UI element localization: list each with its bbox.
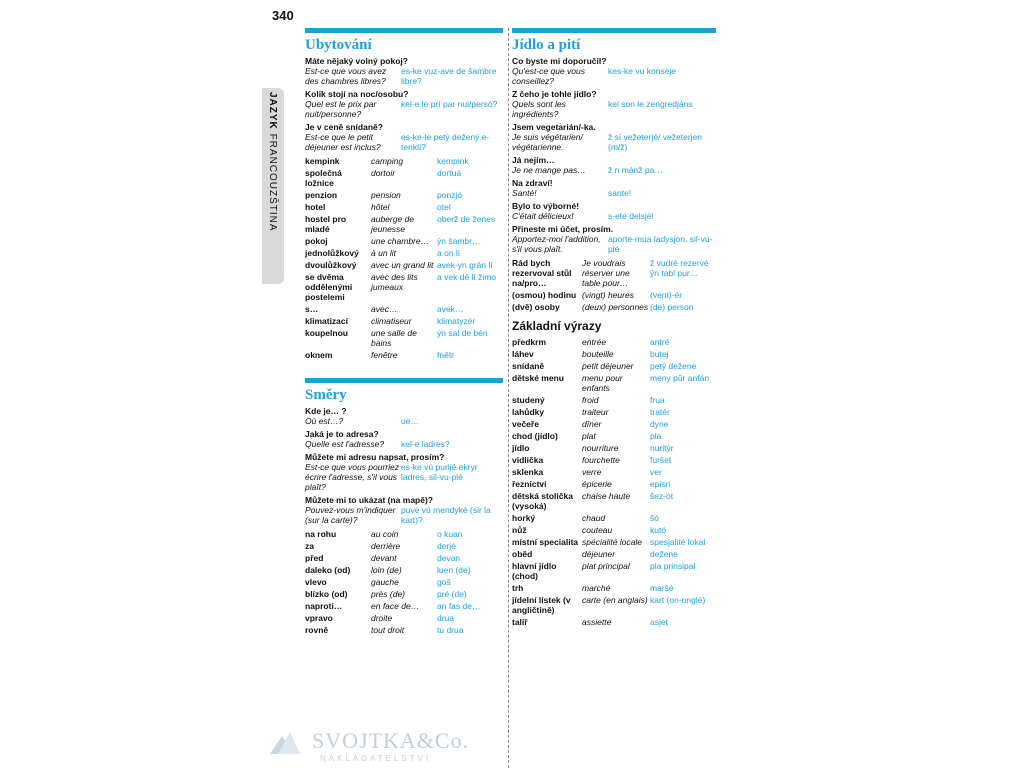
vocab-cz: oběd xyxy=(512,549,533,559)
vocab-cz: jídelní lístek (v angličtině) xyxy=(512,595,571,615)
vocab-row xyxy=(512,536,709,548)
vocab-cz: hotel xyxy=(305,202,326,212)
vocab-cz: lahůdky xyxy=(512,407,545,417)
vocab-pr: derjé xyxy=(437,541,456,551)
vocab-row xyxy=(305,271,496,303)
vocab-cz: vidlička xyxy=(512,455,544,465)
vocab-pr: dyne xyxy=(650,419,669,429)
vocab-fr: déjeuner xyxy=(582,549,616,559)
vocab-cz: láhev xyxy=(512,349,534,359)
phrase-item xyxy=(512,89,716,119)
phrase-item xyxy=(305,122,503,152)
phrase-french: Quel est le prix par nuit/personne? xyxy=(305,99,377,119)
phrase-pronunciation: es-ke vú purijé ekryr ladres, sil-vu-plé xyxy=(401,462,478,482)
vocab-row xyxy=(305,600,480,612)
vocab-fr: traiteur xyxy=(582,407,609,417)
vocab-cz: s… xyxy=(305,304,319,314)
vocab-row xyxy=(305,259,496,271)
vocab-fr: climatiseur xyxy=(371,316,412,326)
vocab-fr: loin (de) xyxy=(371,565,402,575)
vocab-row xyxy=(305,213,496,235)
phrase-french: Quelle est l'adresse? xyxy=(305,439,385,449)
accommodation-vocab xyxy=(305,155,496,361)
vocab-fr: assiette xyxy=(582,617,612,627)
phrase-question: Můžete mi adresu napsat, prosím? xyxy=(305,452,445,462)
vocab-row xyxy=(305,528,480,540)
logo-name: SVOJTKA&Co. xyxy=(312,728,470,753)
vocab-pr: asjet xyxy=(650,617,668,627)
vocab-cz: naproti… xyxy=(305,601,343,611)
directions-vocab xyxy=(305,528,480,636)
vocab-cz: před xyxy=(305,553,324,563)
vocab-fr: menu pour enfants xyxy=(582,373,623,393)
vocab-row xyxy=(512,560,709,582)
vocab-fr: pension xyxy=(371,190,401,200)
phrase-item xyxy=(512,155,716,175)
vocab-row xyxy=(305,235,496,247)
vocab-fr: avec… xyxy=(371,304,398,314)
phrase-french: Quels sont les ingrédients? xyxy=(512,99,566,119)
vocab-fr: hôtel xyxy=(371,202,390,212)
vocab-row xyxy=(512,512,709,524)
vocab-pr: frua xyxy=(650,395,665,405)
vocab-row xyxy=(305,315,496,327)
vocab-row xyxy=(305,247,496,259)
vocab-fr: (vingt) heures xyxy=(582,290,634,300)
phrase-item xyxy=(512,178,716,198)
vocab-row xyxy=(512,442,709,454)
phrase-question: Kde je… ? xyxy=(305,406,347,416)
vocab-fr: plat principal xyxy=(582,561,630,571)
vocab-cz: chod (jídlo) xyxy=(512,431,558,441)
vocab-fr: épicerie xyxy=(582,479,612,489)
phrase-question: Já nejím… xyxy=(512,155,555,165)
vocab-cz: Rád bych rezervoval stůl na/pro… xyxy=(512,258,572,288)
vocab-pr: drua xyxy=(437,613,455,623)
vocab-cz: klimatizací xyxy=(305,316,348,326)
section-bar xyxy=(305,28,503,33)
phrase-item xyxy=(305,429,503,449)
vocab-fr: couteau xyxy=(582,525,613,535)
vocab-pr: kempink xyxy=(437,156,469,166)
vocab-cz: dětské menu xyxy=(512,373,564,383)
vocab-fr: (deux) personnes xyxy=(582,302,649,312)
vocab-pr: otel xyxy=(437,202,451,212)
vocab-fr: avec un grand lit xyxy=(371,260,434,270)
vocab-fr: petit déjeuner xyxy=(582,361,634,371)
vocab-fr: près (de) xyxy=(371,589,406,599)
vocab-fr: droite xyxy=(371,613,393,623)
phrase-pronunciation: sante! xyxy=(608,188,632,198)
phrase-french: Où est…? xyxy=(305,416,344,426)
vocab-cz: společná ložnice xyxy=(305,168,342,188)
vocab-fr: une chambre… xyxy=(371,236,430,246)
phrase-french: Je suis végétarien/ végétarienne. xyxy=(512,132,583,152)
phrase-pronunciation: kes-ke vu konseje xyxy=(608,66,677,76)
phrase-item xyxy=(305,495,503,525)
phrase-pronunciation: ž sí vežeterjé/ vežeterjen (m/ž) xyxy=(608,132,703,152)
vocab-pr: o kuan xyxy=(437,529,463,539)
vocab-fr: chaud xyxy=(582,513,606,523)
phrase-question: Je v ceně snídaně? xyxy=(305,122,383,132)
vocab-row xyxy=(512,360,709,372)
vocab-pr: dortuá xyxy=(437,168,462,178)
phrase-pronunciation: kel-e le prí par nui/persó? xyxy=(401,99,498,109)
vocab-fr: dîner xyxy=(582,419,602,429)
phrase-question: Přineste mi účet, prosím. xyxy=(512,224,614,234)
vocab-fr: devant xyxy=(371,553,397,563)
vocab-pr: fnětr xyxy=(437,350,455,360)
phrase-pronunciation: es-ke-le petý dežený e-tenklí? xyxy=(401,132,490,152)
phrase-item xyxy=(305,452,503,492)
vocab-cz: blízko (od) xyxy=(305,589,348,599)
section-title-directions: Směry xyxy=(305,387,347,403)
vocab-cz: oknem xyxy=(305,350,333,360)
phrase-french: C'était délicieux! xyxy=(512,211,574,221)
vocab-fr: verre xyxy=(582,467,602,477)
vocab-row xyxy=(512,582,709,594)
phrase-french: Apportez-moi l'addition, s'il vous plaît. xyxy=(512,234,601,254)
phrase-item xyxy=(305,89,503,119)
vocab-fr: avec des lits jumeaux xyxy=(371,272,418,292)
vocab-cz: jednolůžkový xyxy=(305,248,359,258)
vocab-pr: kart (on-onglé) xyxy=(650,595,706,605)
vocab-pr: šez-ót xyxy=(650,491,674,501)
vocab-pr: goš xyxy=(437,577,451,587)
vocab-row xyxy=(305,155,496,167)
basics-vocab xyxy=(512,336,709,628)
vocab-fr: derrière xyxy=(371,541,401,551)
vocab-pr: petý dežene xyxy=(650,361,697,371)
side-tab-label xyxy=(267,92,278,232)
vocab-pr: ponzjó xyxy=(437,190,463,200)
vocab-pr: episri xyxy=(650,479,671,489)
vocab-fr: fenêtre xyxy=(371,350,398,360)
phrase-pronunciation: puve vú mendyké (sir la kart)? xyxy=(401,505,491,525)
vocab-pr: tratér xyxy=(650,407,670,417)
vocab-cz: (osmou) hodinu xyxy=(512,290,577,300)
vocab-pr: furšet xyxy=(650,455,672,465)
phrase-item xyxy=(305,406,503,426)
vocab-row xyxy=(512,418,709,430)
phrase-item xyxy=(512,122,716,152)
vocab-row xyxy=(305,327,496,349)
phrase-french: Qu'est-ce que vous conseillez? xyxy=(512,66,585,86)
vocab-pr: ýn šambr… xyxy=(437,236,481,246)
vocab-row xyxy=(512,594,709,616)
phrase-pronunciation: ž n mánž pa… xyxy=(608,165,663,175)
vocab-pr: butej xyxy=(650,349,669,359)
vocab-fr: marché xyxy=(582,583,611,593)
vocab-pr: dežene xyxy=(650,549,678,559)
vocab-row xyxy=(512,616,709,628)
phrase-french: Je ne mange pas… xyxy=(512,165,586,175)
vocab-pr: (de) person xyxy=(650,302,694,312)
vocab-fr: Je voudrais réserver une table pour… xyxy=(582,258,630,288)
phrase-pronunciation: kel-e ladres? xyxy=(401,439,450,449)
vocab-fr: en face de… xyxy=(371,601,420,611)
vocab-pr: luen (de) xyxy=(437,565,471,575)
phrase-french: Est-ce que le petit déjeuner est inclus? xyxy=(305,132,381,152)
vocab-cz: rovně xyxy=(305,625,329,635)
phrase-pronunciation: kel son le zengredjáns xyxy=(608,99,693,109)
vocab-fr: entrée xyxy=(582,337,607,347)
vocab-row xyxy=(305,552,480,564)
vocab-pr: avek… xyxy=(437,304,464,314)
phrase-french: Est-ce que vous avez des chambres libres? xyxy=(305,66,387,86)
vocab-row xyxy=(305,612,480,624)
vocab-row xyxy=(512,466,709,478)
vocab-cz: pokoj xyxy=(305,236,328,246)
right-column xyxy=(512,28,716,631)
directions-phrases xyxy=(305,406,503,525)
phrase-item xyxy=(305,56,503,86)
vocab-cz: se dvěma oddělenými postelemi xyxy=(305,272,353,302)
vocab-cz: penzion xyxy=(305,190,338,200)
vocab-fr: nourriture xyxy=(582,443,619,453)
vocab-pr: ver xyxy=(650,467,662,477)
column-divider xyxy=(508,28,509,768)
vocab-cz: sklenka xyxy=(512,467,544,477)
phrase-question: Bylo to výborné! xyxy=(512,201,580,211)
vocab-cz: hostel pro mladé xyxy=(305,214,347,234)
vocab-row xyxy=(512,336,709,348)
section-title-basics: Základní výrazy xyxy=(512,319,602,333)
vocab-row xyxy=(512,490,709,512)
phrase-question: Kolik stojí na noc/osobu? xyxy=(305,89,409,99)
reservation-vocab xyxy=(512,257,716,313)
phrase-question: Na zdraví! xyxy=(512,178,553,188)
section-title-accommodation: Ubytování xyxy=(305,37,372,53)
phrase-french: Est-ce que vous pourriez écrire l'adresse, s'il vous plaît? xyxy=(305,462,400,492)
vocab-cz: řeznictví xyxy=(512,479,547,489)
vocab-row xyxy=(305,167,496,189)
phrase-question: Z čeho je tohle jídlo? xyxy=(512,89,597,99)
vocab-row xyxy=(305,303,496,315)
vocab-fr: camping xyxy=(371,156,404,166)
vocab-pr: antré xyxy=(650,337,670,347)
vocab-fr: fourchette xyxy=(582,455,620,465)
section-title-food: Jídlo a pití xyxy=(512,37,581,53)
page-number: 340 xyxy=(272,8,294,23)
phrase-question: Máte nějaký volný pokoj? xyxy=(305,56,408,66)
phrase-french: Pouvez-vous m'indiquer (sur la carte)? xyxy=(305,505,396,525)
vocab-row xyxy=(512,548,709,560)
vocab-row xyxy=(512,372,709,394)
vocab-fr: froid xyxy=(582,395,599,405)
phrase-pronunciation: s-ete delsjé! xyxy=(608,211,654,221)
phrase-question: Co byste mi doporučil? xyxy=(512,56,607,66)
publisher-logo xyxy=(268,726,478,766)
vocab-row xyxy=(305,349,496,361)
vocab-cz: snídaně xyxy=(512,361,545,371)
phrase-item xyxy=(512,56,716,86)
vocab-pr: klimatyzér xyxy=(437,316,476,326)
vocab-cz: na rohu xyxy=(305,529,337,539)
vocab-row xyxy=(512,394,709,406)
vocab-cz: večeře xyxy=(512,419,539,429)
vocab-fr: plat xyxy=(582,431,596,441)
side-tab-bold: JAZYK xyxy=(267,92,278,130)
accommodation-phrases xyxy=(305,56,503,152)
vocab-row xyxy=(512,301,716,313)
vocab-row xyxy=(512,430,709,442)
vocab-cz: trh xyxy=(512,583,524,593)
vocab-cz: předkrm xyxy=(512,337,547,347)
left-column xyxy=(305,28,503,639)
logo-mark-icon xyxy=(268,730,302,756)
vocab-row xyxy=(512,524,709,536)
phrase-french: Santé! xyxy=(512,188,537,198)
vocab-pr: pla xyxy=(650,431,662,441)
vocab-pr: spesjalité lokal xyxy=(650,537,706,547)
vocab-fr: bouteille xyxy=(582,349,614,359)
vocab-row xyxy=(305,564,480,576)
vocab-row xyxy=(512,454,709,466)
vocab-fr: gauche xyxy=(371,577,399,587)
vocab-fr: auberge de jeunesse xyxy=(371,214,415,234)
vocab-row xyxy=(512,406,709,418)
vocab-fr: tout droit xyxy=(371,625,405,635)
vocab-fr: à un lit xyxy=(371,248,397,258)
side-tab-rest: FRANCOUZŠTINA xyxy=(267,133,278,232)
phrase-question: Jaká je to adresa? xyxy=(305,429,379,439)
vocab-pr: oberž de ženes xyxy=(437,214,496,224)
vocab-row xyxy=(305,576,480,588)
vocab-pr: (vent)-ér xyxy=(650,290,683,300)
vocab-cz: místní specialita xyxy=(512,537,579,547)
vocab-pr: nuritýr xyxy=(650,443,674,453)
vocab-pr: šó xyxy=(650,513,659,523)
vocab-cz: vlevo xyxy=(305,577,327,587)
vocab-cz: za xyxy=(305,541,314,551)
vocab-pr: devan xyxy=(437,553,461,563)
vocab-cz: vpravo xyxy=(305,613,333,623)
vocab-row xyxy=(305,624,480,636)
vocab-fr: carte (en anglais) xyxy=(582,595,648,605)
vocab-cz: jídlo xyxy=(512,443,530,453)
vocab-pr: tu drua xyxy=(437,625,464,635)
vocab-pr: maršé xyxy=(650,583,674,593)
vocab-pr: kutó xyxy=(650,525,667,535)
vocab-row xyxy=(305,201,496,213)
phrase-question: Jsem vegetarián/-ka. xyxy=(512,122,596,132)
vocab-fr: au coin xyxy=(371,529,399,539)
vocab-pr: pla prinsipal xyxy=(650,561,696,571)
vocab-row xyxy=(512,348,709,360)
vocab-cz: dvoulůžkový xyxy=(305,260,357,270)
vocab-fr: chaise haute xyxy=(582,491,631,501)
vocab-row xyxy=(512,257,716,289)
vocab-cz: horký xyxy=(512,513,536,523)
vocab-row xyxy=(512,478,709,490)
vocab-pr: ž vudré rezervé ýn tabl pur… xyxy=(650,258,709,278)
vocab-cz: kempink xyxy=(305,156,340,166)
vocab-fr: spécialité locale xyxy=(582,537,643,547)
vocab-pr: a vek dé lí žimo xyxy=(437,272,497,282)
vocab-cz: dětská stolička (vysoká) xyxy=(512,491,573,511)
food-phrases xyxy=(512,56,716,254)
phrase-item xyxy=(512,224,716,254)
vocab-cz: koupelnou xyxy=(305,328,348,338)
vocab-cz: (dvě) osoby xyxy=(512,302,560,312)
phrase-pronunciation: ue… xyxy=(401,416,419,426)
vocab-pr: avek-yn grán lí xyxy=(437,260,493,270)
vocab-pr: ýn sal de bén xyxy=(437,328,488,338)
phrase-question: Můžete mi to ukázat (na mapě)? xyxy=(305,495,433,505)
vocab-pr: pré (de) xyxy=(437,589,467,599)
vocab-cz: hlavní jídlo (chod) xyxy=(512,561,557,581)
vocab-cz: studený xyxy=(512,395,545,405)
vocab-row xyxy=(305,189,496,201)
vocab-cz: nůž xyxy=(512,525,527,535)
vocab-row xyxy=(305,540,480,552)
vocab-fr: une salle de bains xyxy=(371,328,417,348)
vocab-fr: dortoir xyxy=(371,168,396,178)
vocab-cz: daleko (od) xyxy=(305,565,351,575)
vocab-row xyxy=(305,588,480,600)
vocab-pr: a on lí xyxy=(437,248,461,258)
section-bar xyxy=(305,378,503,383)
phrase-pronunciation: es-ke vuz-ave de šambre libre? xyxy=(401,66,497,86)
vocab-row xyxy=(512,289,716,301)
vocab-pr: an fas de… xyxy=(437,601,481,611)
vocab-cz: talíř xyxy=(512,617,528,627)
section-bar xyxy=(512,28,716,33)
phrase-item xyxy=(512,201,716,221)
phrase-pronunciation: aporte-mua ladysjon, sil-vu-plé xyxy=(608,234,713,254)
vocab-pr: meny pŭr anfán xyxy=(650,373,710,383)
logo-subtitle: NAKLADATELSTVÍ xyxy=(320,754,432,763)
